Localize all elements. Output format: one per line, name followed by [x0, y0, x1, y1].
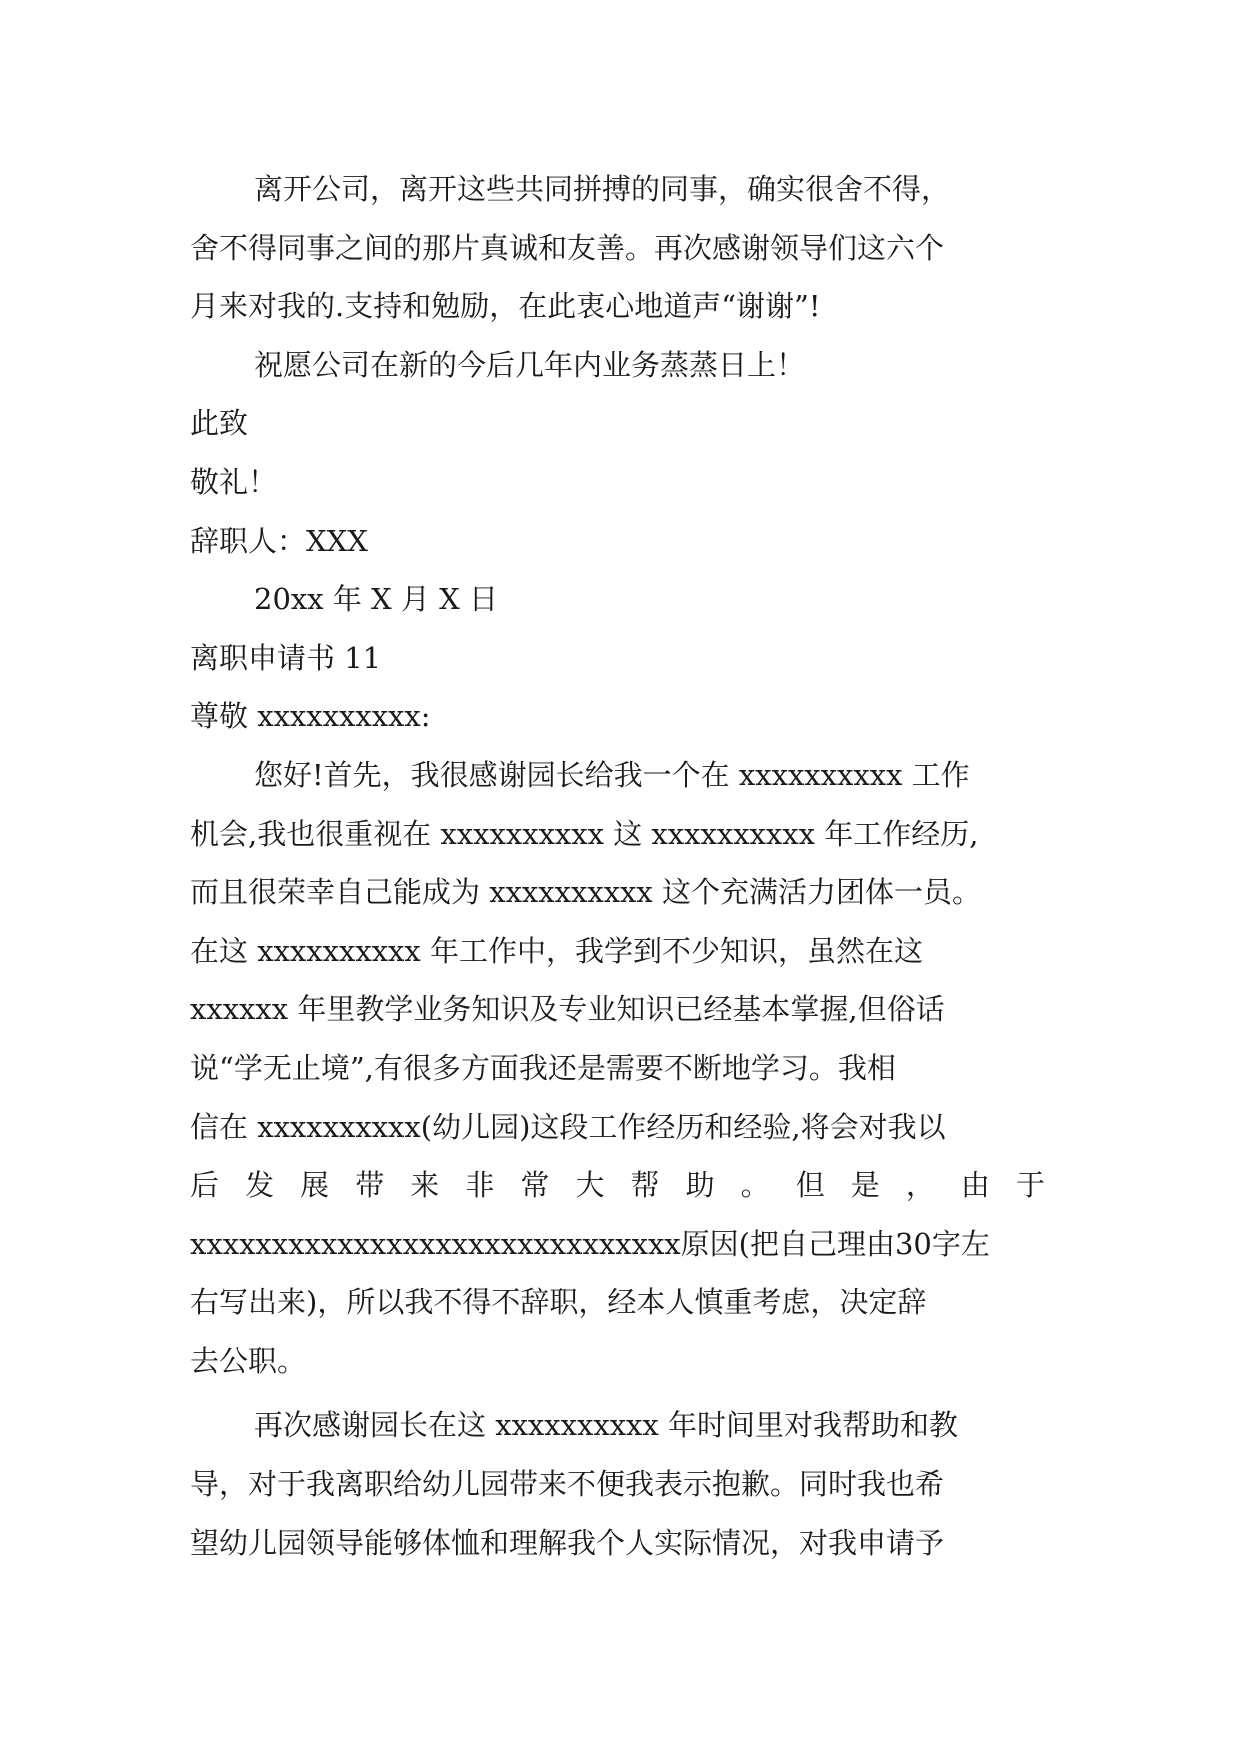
- justified-char: 非: [465, 1168, 495, 1203]
- closing-line: 敬礼！: [190, 464, 278, 499]
- paragraph-line: 望幼儿园领导能够体恤和理解我个人实际情况，对我申请予: [190, 1525, 945, 1560]
- justified-char: 是: [850, 1168, 880, 1203]
- date-line: 20xx 年 X 月 X 日: [254, 582, 498, 617]
- justified-char: 帮: [630, 1168, 660, 1203]
- justified-char: 常: [520, 1168, 550, 1203]
- signature-line: 辞职人：XXX: [190, 523, 368, 558]
- paragraph-line: 而且很荣幸自己能成为 xxxxxxxxxx 这个充满活力团体一员。: [190, 875, 981, 910]
- paragraph-line: 舍不得同事之间的那片真诚和友善。再次感谢领导们这六个: [190, 230, 945, 265]
- paragraph-line: 机会,我也很重视在 xxxxxxxxxx 这 xxxxxxxxxx 年工作经历,: [190, 816, 979, 851]
- paragraph-line: 再次感谢园长在这 xxxxxxxxxx 年时间里对我帮助和教: [254, 1408, 958, 1443]
- paragraph-line: xxxxxxxxxxxxxxxxxxxxxxxxxxxxxx原因(把自己理由30字左: [190, 1226, 990, 1261]
- paragraph-line: 离开公司，离开这些共同拼搏的同事，确实很舍不得，: [254, 172, 951, 206]
- justified-char: 后: [190, 1168, 220, 1203]
- justified-paragraph-line: [190, 1156, 1045, 1215]
- paragraph-line: 在这 xxxxxxxxxx 年工作中，我学到不少知识，虽然在这: [190, 933, 923, 968]
- paragraph-line: 信在 xxxxxxxxxx(幼儿园)这段工作经历和经验,将会对我以: [190, 1109, 946, 1144]
- paragraph-line: 右写出来)，所以我不得不辞职，经本人慎重考虑，决定辞: [190, 1285, 927, 1320]
- paragraph-line: 说“学无止境”,有很多方面我还是需要不断地学习。我相: [190, 1050, 896, 1085]
- paragraph-line: 您好!首先，我很感谢园长给我一个在 xxxxxxxxxx 工作: [254, 757, 970, 792]
- justified-char: 由: [960, 1168, 990, 1203]
- justified-char: 大: [575, 1168, 605, 1203]
- section-title: 离职申请书 11: [190, 640, 382, 675]
- paragraph-line: 祝愿公司在新的今后几年内业务蒸蒸日上！: [254, 347, 806, 382]
- document-body: [190, 160, 1050, 1572]
- justified-char: 发: [245, 1168, 275, 1203]
- salutation-line: 尊敬 xxxxxxxxxx:: [190, 699, 431, 734]
- justified-char: 来: [410, 1168, 440, 1203]
- paragraph-line: 导，对于我离职给幼儿园带来不便我表示抱歉。同时我也希: [190, 1467, 945, 1502]
- closing-line: 此致: [190, 406, 249, 441]
- paragraph-line: 月来对我的.支持和勉励，在此衷心地道声“谢谢”!: [190, 289, 821, 324]
- paragraph-line: xxxxxx 年里教学业务知识及专业知识已经基本掌握,但俗话: [190, 992, 945, 1027]
- justified-char: 于: [1015, 1168, 1045, 1203]
- justified-char: 。: [740, 1168, 770, 1203]
- justified-char: 但: [795, 1168, 825, 1203]
- justified-char: 带: [355, 1168, 385, 1203]
- justified-char: 助: [685, 1168, 715, 1203]
- justified-char: ，: [905, 1168, 935, 1203]
- justified-char: 展: [300, 1168, 330, 1203]
- paragraph-line: 去公职。: [190, 1343, 307, 1378]
